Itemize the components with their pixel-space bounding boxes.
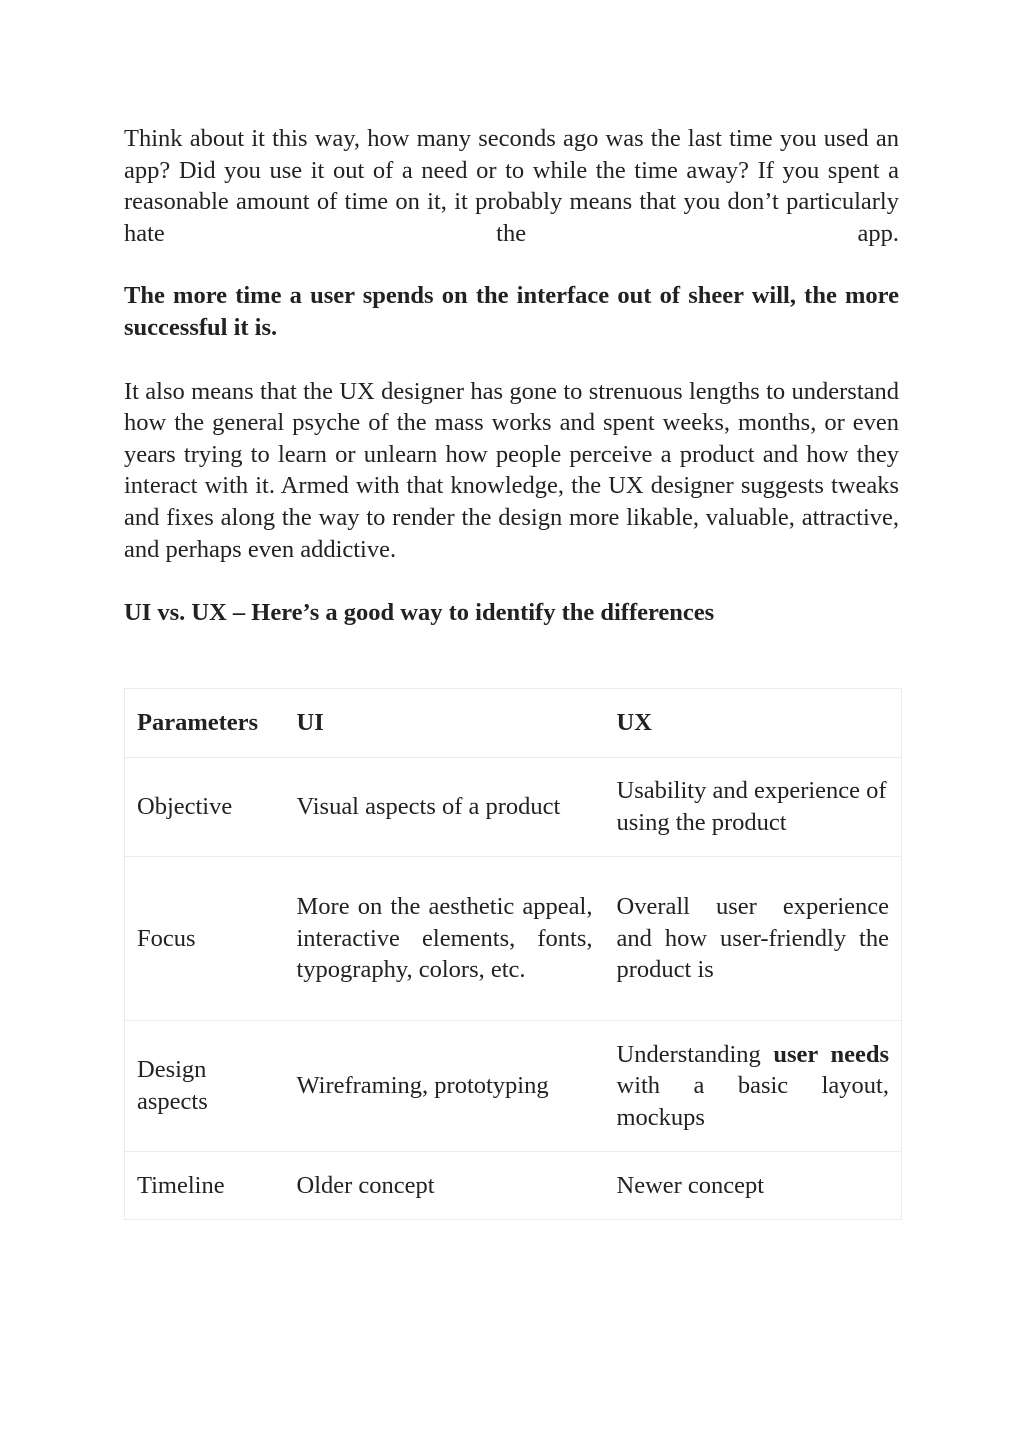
key-statement: The more time a user spends on the interface out of sheer will, the more successful it is.	[124, 282, 899, 341]
ux-designer-paragraph: It also means that the UX designer has gone to strenuous lengths to understand how the general psyche of the mass works and spent weeks, months, or even years trying to learn or unlearn how people perceive a product and how they interact with it. Armed with that knowledge, the UX designer suggests tweaks and fixes along the way to render the design more likable, valuable, attractive, and perhaps even addictive.	[124, 377, 899, 563]
table-header-row	[125, 689, 902, 758]
header-ux: UX	[605, 689, 902, 758]
ux-text-pre: Understanding	[616, 1040, 774, 1068]
param-cell: Objective	[125, 758, 285, 857]
param-cell: Focus	[125, 857, 285, 1021]
section-heading: UI vs. UX – Here’s a good way to identify the differences	[124, 599, 715, 627]
ui-cell: More on the aesthetic appeal, interactive elements, fonts, typography, colors, etc.	[285, 857, 605, 1021]
ux-cell: Usability and experience of using the product	[605, 758, 902, 857]
intro-paragraph: Think about it this way, how many seconds ago was the last time you used an app? Did you use it out of a need or to while the time away? If you spent a reasonable amount of time on it, it probably means that you don’t particularly hate the app.	[124, 125, 899, 247]
table-row	[125, 1152, 902, 1220]
param-cell: Timeline	[125, 1152, 285, 1220]
table-row	[125, 758, 902, 857]
ui-cell: Wireframing, prototyping	[285, 1021, 605, 1152]
ux-text-post: with a basic layout, mockups	[616, 1072, 889, 1131]
ui-cell: Visual aspects of a product	[285, 758, 605, 857]
ux-cell: Overall user experience and how user-friendly the product is	[605, 857, 902, 1021]
ux-cell	[605, 1021, 902, 1152]
param-cell: Design aspects	[125, 1021, 285, 1152]
comparison-table	[124, 688, 902, 1220]
header-ui: UI	[285, 689, 605, 758]
table-row	[125, 1021, 902, 1152]
article-body	[124, 123, 899, 629]
ui-cell: Older concept	[285, 1152, 605, 1220]
table-row	[125, 857, 902, 1021]
ux-cell: Newer concept	[605, 1152, 902, 1220]
ux-text-bold: user needs	[773, 1040, 889, 1068]
header-parameters: Parameters	[125, 689, 285, 758]
